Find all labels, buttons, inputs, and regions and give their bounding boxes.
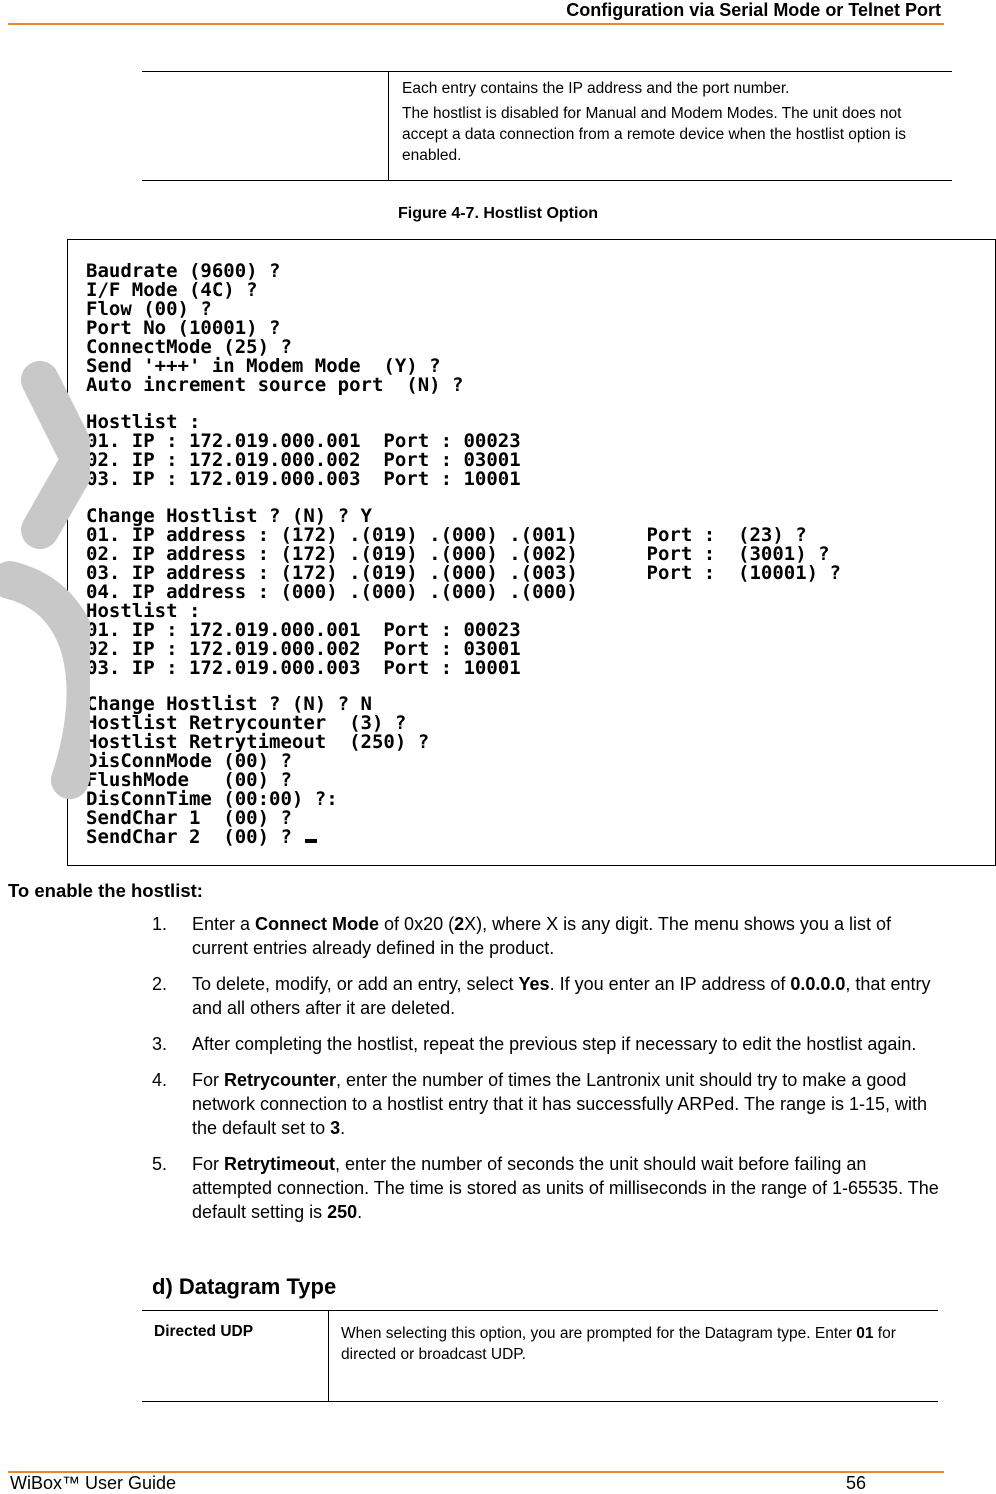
list-item xyxy=(152,912,942,960)
step-text: . xyxy=(357,1202,363,1222)
datagram-table xyxy=(142,1310,938,1402)
step-number: 4. xyxy=(152,1070,168,1090)
step-text: For xyxy=(192,1154,225,1174)
step-text: Enter a xyxy=(192,914,256,934)
step-text: , enter the number of seconds the unit should wait before failing an attempted connection. The time is stored as units of milliseconds in the range of 1-65535. The default setting is xyxy=(192,1154,939,1222)
step-bold: 250 xyxy=(327,1202,358,1222)
terminal-line: 02. IP : 172.019.000.002 Port : 03001 xyxy=(86,449,521,471)
row-text: for directed or broadcast UDP. xyxy=(341,1325,896,1363)
terminal-screenshot xyxy=(67,239,996,866)
terminal-line: 04. IP address : (000) .(000) .(000) .(000) xyxy=(86,581,578,603)
terminal-line: 01. IP address : (172) .(019) .(000) .(001) Port : (23) ? xyxy=(86,524,807,546)
terminal-line: Baudrate (9600) ? xyxy=(86,260,281,282)
step-text: For xyxy=(192,1070,225,1090)
terminal-line: 01. IP : 172.019.000.001 Port : 00023 xyxy=(86,430,521,452)
terminal-line: DisConnTime (00:00) ?: xyxy=(86,788,338,810)
list-item xyxy=(152,972,942,1020)
datagram-row-description xyxy=(341,1323,931,1365)
watermark-stroke xyxy=(40,380,80,530)
table-divider xyxy=(328,1311,329,1401)
step-text: To delete, modify, or add an entry, select xyxy=(192,974,519,994)
step-number: 3. xyxy=(152,1034,168,1054)
terminal-line-text: SendChar 2 (00) ? xyxy=(86,826,292,848)
watermark-stroke xyxy=(10,580,86,780)
step-bold: Retrytimeout xyxy=(224,1154,336,1174)
terminal-line: ConnectMode (25) ? xyxy=(86,336,292,358)
terminal-line: 03. IP : 172.019.000.003 Port : 10001 xyxy=(86,657,521,679)
step-text: , that entry and all others after it are deleted. xyxy=(192,974,931,1018)
step-text: X), where X is any digit. The menu shows you a list of current entries already defined in the product. xyxy=(192,914,891,958)
header-rule xyxy=(8,23,944,25)
terminal-line: Auto increment source port (N) ? xyxy=(86,374,464,396)
top-table-paragraph-1: Each entry contains the IP address and the port number. xyxy=(402,80,790,97)
datagram-heading: d) Datagram Type xyxy=(152,1274,337,1299)
terminal-line: Port No (10001) ? xyxy=(86,317,281,339)
terminal-line: 02. IP address : (172) .(019) .(000) .(002) Port : (3001) ? xyxy=(86,543,830,565)
draft-watermark xyxy=(0,360,90,820)
terminal-line: 02. IP : 172.019.000.002 Port : 03001 xyxy=(86,638,521,660)
row-text: When selecting this option, you are prompted for the Datagram type. Enter xyxy=(341,1325,857,1342)
datagram-row-label: Directed UDP xyxy=(154,1323,254,1340)
top-table xyxy=(142,71,952,181)
list-item xyxy=(152,1032,942,1056)
steps-list xyxy=(152,912,942,1236)
terminal-line: Hostlist : xyxy=(86,600,201,622)
step-text: . xyxy=(340,1118,346,1138)
step-text: , enter the number of times the Lantronix unit should try to make a good network connection to a hostlist entry that it has successfully ARPed. The range is 1-15, with the default set to xyxy=(192,1070,928,1138)
top-table-paragraph-2: The hostlist is disabled for Manual and Modem Modes. The unit does not accept a data connection from a remote device when the hostlist option is enabled. xyxy=(402,105,907,164)
page-header-title: Configuration via Serial Mode or Telnet Port xyxy=(566,0,941,20)
terminal-line: Hostlist : xyxy=(86,411,201,433)
terminal-line: I/F Mode (4C) ? xyxy=(86,279,258,301)
terminal-line: Hostlist Retrycounter (3) ? xyxy=(86,712,407,734)
terminal-line: 01. IP : 172.019.000.001 Port : 00023 xyxy=(86,619,521,641)
step-bold: 3 xyxy=(330,1118,341,1138)
terminal-line: Hostlist Retrytimeout (250) ? xyxy=(86,731,430,753)
terminal-line: Flow (00) ? xyxy=(86,298,212,320)
terminal-line: 03. IP : 172.019.000.003 Port : 10001 xyxy=(86,468,521,490)
step-bold: 0.0.0.0 xyxy=(790,974,846,994)
terminal-line: DisConnMode (00) ? xyxy=(86,750,292,772)
terminal-line: 03. IP address : (172) .(019) .(000) .(003) Port : (10001) ? xyxy=(86,562,841,584)
terminal-line: Send '+++' in Modem Mode (Y) ? xyxy=(86,355,441,377)
terminal-line: FlushMode (00) ? xyxy=(86,769,292,791)
step-bold: Connect Mode xyxy=(255,914,380,934)
step-text: After completing the hostlist, repeat the previous step if necessary to edit the hostlist again. xyxy=(192,1034,917,1054)
row-bold: 01 xyxy=(856,1325,874,1342)
step-text: of 0x20 ( xyxy=(379,914,455,934)
step-bold: Yes xyxy=(518,974,550,994)
figure-caption: Figure 4-7. Hostlist Option xyxy=(397,205,598,222)
list-item xyxy=(152,1068,942,1140)
step-bold: 2 xyxy=(454,914,465,934)
step-number: 5. xyxy=(152,1154,168,1174)
step-number: 2. xyxy=(152,974,168,994)
step-number: 1. xyxy=(152,914,168,934)
terminal-line: Change Hostlist ? (N) ? N xyxy=(86,693,372,715)
page-number: 56 xyxy=(846,1473,867,1493)
top-table-description xyxy=(402,78,942,170)
step-bold: Retrycounter xyxy=(224,1070,337,1090)
footer-title: WiBox™ User Guide xyxy=(10,1473,177,1493)
step-text: . If you enter an IP address of xyxy=(549,974,791,994)
table-divider xyxy=(388,72,389,180)
list-item xyxy=(152,1152,942,1224)
terminal-line: SendChar 1 (00) ? xyxy=(86,807,292,829)
terminal-cursor xyxy=(305,839,317,843)
section-heading: To enable the hostlist: xyxy=(8,880,203,901)
terminal-line: Change Hostlist ? (N) ? Y xyxy=(86,505,372,527)
terminal-line-last xyxy=(86,828,317,847)
